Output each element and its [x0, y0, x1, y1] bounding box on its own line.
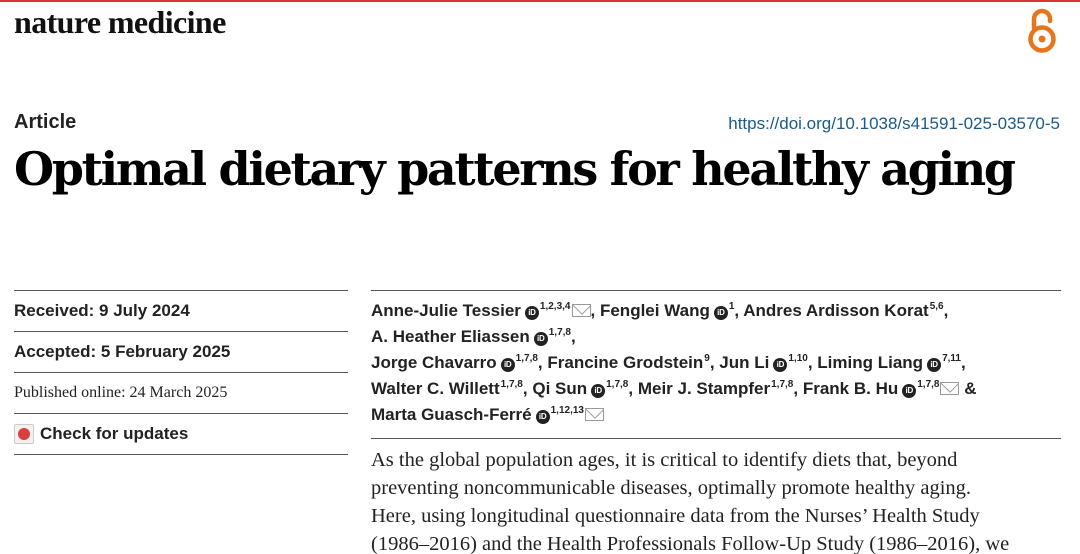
check-for-updates-label: Check for updates	[40, 424, 189, 443]
author-name[interactable]: Qi Sun	[532, 379, 588, 398]
author	[371, 301, 595, 320]
author	[719, 353, 812, 372]
author-name[interactable]: Andres Ardisson Korat	[743, 301, 929, 320]
abstract-line: preventing noncommunicable diseases, optimally promote healthy aging.	[371, 477, 972, 499]
affiliation-superscript: 1,7,8	[917, 379, 940, 390]
open-access-icon[interactable]	[1024, 6, 1060, 56]
author-separator: &	[959, 379, 977, 398]
divider	[14, 454, 348, 455]
doi-link[interactable]: https://doi.org/10.1038/s41591-025-03570-5	[728, 114, 1060, 133]
author	[371, 353, 543, 372]
author-name[interactable]: Liming Liang	[817, 353, 924, 372]
abstract-line: As the global population ages, it is critical to identify diets that, beyond	[371, 449, 958, 471]
authors-panel	[371, 290, 1061, 428]
affiliation-superscript: 1,7,8	[771, 379, 794, 390]
author-separator: ,	[628, 379, 634, 398]
orcid-icon[interactable]: iD	[525, 306, 539, 320]
author-name[interactable]: Walter C. Willett	[371, 379, 500, 398]
email-icon[interactable]	[940, 382, 959, 395]
author-name[interactable]: Meir J. Stampfer	[637, 379, 771, 398]
affiliation-superscript: 1,10	[788, 353, 808, 364]
orcid-icon[interactable]: iD	[501, 358, 515, 372]
abstract-line: (1986–2016) and the Health Professionals Follow-Up Study (1986–2016), we	[371, 533, 1010, 554]
orcid-icon[interactable]: iD	[534, 332, 548, 346]
author-separator: ,	[961, 353, 966, 372]
affiliation-superscript: 1,7,8	[548, 327, 571, 338]
affiliation-superscript: 7,11	[942, 353, 961, 364]
received-date: Received: 9 July 2024	[14, 301, 190, 320]
author-separator: ,	[590, 301, 596, 320]
author	[600, 301, 739, 320]
author-separator: ,	[734, 301, 740, 320]
author-separator: ,	[793, 379, 799, 398]
article-title: Optimal dietary patterns for healthy aging	[14, 142, 1014, 196]
affiliation-superscript: 1,7,8	[500, 379, 523, 390]
abstract-divider	[371, 438, 1061, 439]
author-name[interactable]: Marta Guasch-Ferré	[371, 405, 532, 424]
author	[638, 379, 798, 398]
journal-name[interactable]: nature medicine	[14, 4, 226, 40]
affiliation-superscript: 5,6	[929, 301, 944, 312]
abstract-line: Here, using longitudinal questionnaire data from the Nurses’ Health Study	[371, 505, 980, 527]
author-name[interactable]: Jorge Chavarro	[371, 353, 497, 372]
author	[371, 327, 576, 346]
affiliation-superscript: 1,7,8	[606, 379, 629, 390]
published-date: Published online: 24 March 2025	[14, 384, 228, 401]
affiliation-superscript: 1,7,8	[515, 353, 538, 364]
author-separator: ,	[807, 353, 813, 372]
author-separator: ,	[571, 327, 576, 346]
top-accent-rule	[0, 0, 1080, 2]
author	[532, 379, 633, 398]
orcid-icon[interactable]: iD	[927, 358, 941, 372]
author	[371, 405, 604, 424]
affiliation-superscript: 9	[704, 353, 710, 364]
orcid-icon[interactable]: iD	[714, 306, 728, 320]
author	[743, 301, 948, 320]
author-name[interactable]: Frank B. Hu	[802, 379, 899, 398]
accepted-date: Accepted: 5 February 2025	[14, 342, 231, 361]
article-type-label: Article	[14, 111, 77, 133]
email-icon[interactable]	[585, 408, 604, 421]
author-name[interactable]: Francine Grodstein	[547, 353, 704, 372]
author-separator: ,	[537, 353, 543, 372]
author	[371, 379, 528, 398]
author-separator: ,	[522, 379, 528, 398]
check-for-updates-button[interactable]	[14, 414, 348, 454]
author	[803, 379, 977, 398]
orcid-icon[interactable]: iD	[773, 358, 787, 372]
author-name[interactable]: A. Heather Eliassen	[371, 327, 530, 346]
author-name[interactable]: Anne-Julie Tessier	[371, 301, 521, 320]
affiliation-superscript: 1,2,3,4	[539, 301, 571, 312]
author	[817, 353, 965, 372]
author	[547, 353, 714, 372]
orcid-icon[interactable]: iD	[591, 384, 605, 398]
orcid-icon[interactable]: iD	[536, 410, 550, 424]
orcid-icon[interactable]: iD	[902, 384, 916, 398]
email-icon[interactable]	[572, 304, 591, 317]
article-dates-panel	[14, 290, 348, 455]
author-separator: ,	[709, 353, 715, 372]
affiliation-superscript: 1,12,13	[550, 405, 584, 416]
author-list	[371, 291, 1061, 428]
affiliation-superscript: 1	[728, 301, 735, 312]
author-name[interactable]: Fenglei Wang	[599, 301, 710, 320]
abstract	[371, 446, 1061, 554]
check-for-updates-icon	[14, 424, 34, 444]
author-name[interactable]: Jun Li	[719, 353, 770, 372]
author-separator: ,	[943, 301, 949, 320]
